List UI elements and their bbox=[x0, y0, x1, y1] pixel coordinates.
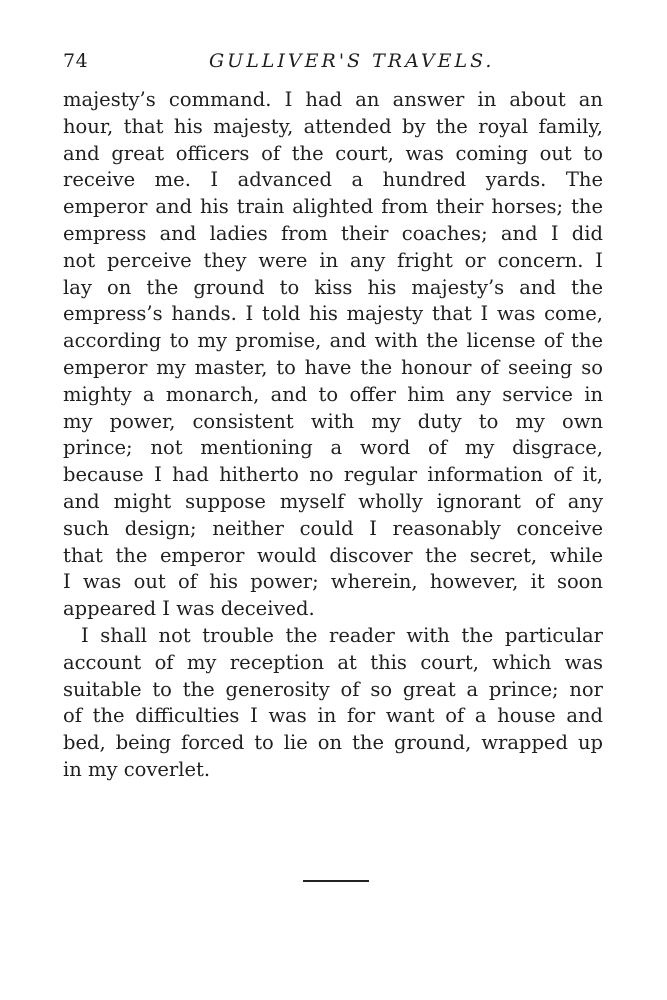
body-text bbox=[63, 87, 603, 784]
text-line: in my coverlet. bbox=[63, 757, 211, 781]
paragraph-2 bbox=[63, 623, 603, 784]
paragraph-1 bbox=[63, 87, 603, 623]
text-line: hour, that his majesty, attended by the royal family, bbox=[63, 114, 603, 138]
text-line: suitable to the generosity of so great a prince; nor bbox=[63, 677, 603, 701]
text-line: empress and ladies from their coaches; and I did bbox=[63, 221, 603, 245]
text-line: I shall not trouble the reader with the particular bbox=[81, 623, 603, 647]
text-line: empress’s hands. I told his majesty that I was come, bbox=[63, 302, 603, 326]
text-line: according to my promise, and with the license of the bbox=[63, 329, 603, 353]
text-line: appeared I was deceived. bbox=[63, 597, 315, 621]
text-line: and great officers of the court, was coming out to bbox=[63, 141, 603, 165]
text-line: emperor and his train alighted from their horses; the bbox=[63, 195, 603, 219]
text-line: not perceive they were in any fright or concern. I bbox=[63, 248, 603, 272]
text-line: that the emperor would discover the secret, while bbox=[63, 543, 603, 567]
text-line: bed, being forced to lie on the ground, wrapped up bbox=[63, 731, 603, 755]
text-line: prince; not mentioning a word of my disgrace, bbox=[63, 436, 603, 460]
text-line: I was out of his power; wherein, however, it soon bbox=[63, 570, 603, 594]
text-line: emperor my master, to have the honour of seeing so bbox=[63, 355, 603, 379]
text-line: majesty’s command. I had an answer in about an bbox=[63, 88, 603, 111]
text-line: such design; neither could I reasonably conceive bbox=[63, 516, 603, 540]
text-line: receive me. I advanced a hundred yards. The bbox=[63, 168, 603, 192]
text-line: my power, consistent with my duty to my own bbox=[63, 409, 603, 433]
page-number: 74 bbox=[63, 50, 89, 72]
text-line: account of my reception at this court, which was bbox=[63, 650, 603, 674]
text-line: lay on the ground to kiss his majesty’s and the bbox=[63, 275, 603, 299]
book-title: GULLIVER'S TRAVELS. bbox=[209, 50, 495, 72]
section-end-rule bbox=[303, 880, 369, 882]
text-line: and might suppose myself wholly ignorant of any bbox=[63, 489, 603, 513]
running-head bbox=[63, 50, 603, 78]
text-line: of the difficulties I was in for want of a house and bbox=[63, 704, 603, 728]
text-line: mighty a monarch, and to offer him any service in bbox=[63, 382, 603, 406]
text-line: because I had hitherto no regular information of it, bbox=[63, 463, 603, 487]
